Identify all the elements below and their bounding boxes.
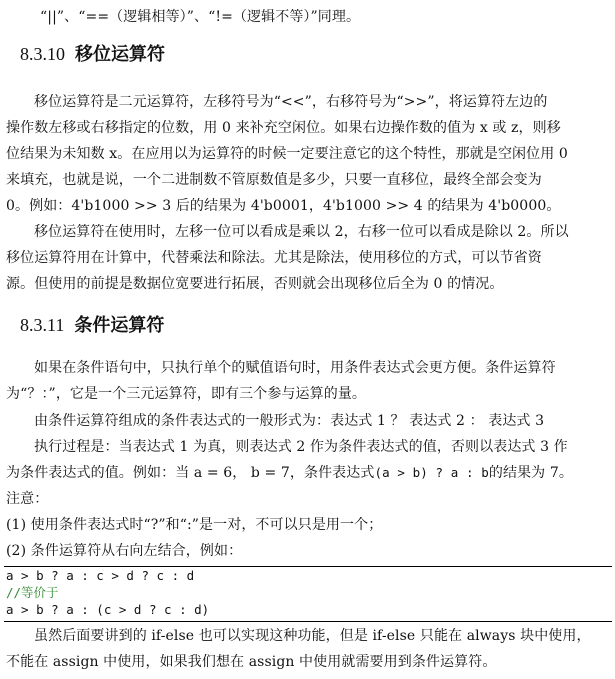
section-number: 8.3.11 bbox=[20, 315, 65, 335]
paragraph-line: “||”、“==（逻辑相等）”、“!=（逻辑不等）”同理。 bbox=[40, 9, 361, 25]
code-line: a > b ? a : c > d ? c : d bbox=[6, 568, 195, 583]
section-title: 移位运算符 bbox=[75, 44, 165, 65]
paragraph-line: 移位运算符用在计算中，代替乘法和除法。尤其是除法，使用移位的方式，可以节省资 bbox=[6, 250, 542, 266]
paragraph-text: 为条件表达式的值。例如：当 a = 6， b = 7，条件表达式 bbox=[6, 465, 375, 481]
code-comment: //等价于 bbox=[6, 585, 59, 600]
note-item-1: (1) 使用条件表达式时“?”和“:”是一对，不可以只是用一个； bbox=[6, 517, 383, 533]
paragraph-text: 的结果为 7。 bbox=[488, 465, 573, 481]
paragraph-line: 由条件运算符组成的条件表达式的一般形式为：表达式 1 ？ 表达式 2 ： 表达式 3 bbox=[34, 413, 545, 429]
paragraph-line: 如果在条件语句中，只执行单个的赋值语句时，用条件表达式会更方便。条件运算符 bbox=[34, 360, 556, 376]
note-label: 注意： bbox=[6, 491, 49, 507]
note-item-2: (2) 条件运算符从右向左结合，例如： bbox=[6, 543, 243, 559]
paragraph-line: 为“？：”，它是一个三元运算符，即有三个参与运算的量。 bbox=[6, 386, 367, 402]
paragraph-line: 执行过程是：当表达式 1 为真，则表达式 2 作为条件表达式的值，否则以表达式 3 作 bbox=[34, 439, 568, 455]
paragraph-line: 不能在 assign 中使用，如果我们想在 assign 中使用就需要用到条件运算符。 bbox=[6, 654, 497, 670]
paragraph-line: 源。但使用的前提是数据位宽要进行拓展，否则就会出现移位后全为 0 的情况。 bbox=[6, 276, 504, 292]
paragraph-line: 0。例如：4'b1000 >> 3 后的结果为 4'b0001，4'b1000 >> 4 的结果为 4'b0000。 bbox=[6, 198, 561, 214]
section-heading-conditional-operator bbox=[20, 313, 164, 338]
paragraph-line bbox=[6, 463, 610, 483]
paragraph-line: 移位运算符是二元运算符，左移符号为“<<”，右移符号为“>>”，将运算符左边的 bbox=[34, 94, 548, 110]
paragraph-line: 操作数左移或右移指定的位数，用 0 来补充空闲位。如果右边操作数的值为 x 或 z，则移 bbox=[6, 120, 561, 136]
inline-code: (a > b) ? a : b bbox=[374, 465, 489, 480]
section-number: 8.3.10 bbox=[20, 44, 65, 64]
code-line: a > b ? a : (c > d ? c : d) bbox=[6, 602, 210, 617]
section-heading-shift-operators bbox=[20, 42, 165, 67]
paragraph-line: 位结果为未知数 x。在应用以为运算符的时候一定要注意它的这个特性，那就是空闲位用 0 bbox=[6, 146, 568, 162]
section-title: 条件运算符 bbox=[74, 315, 165, 336]
paragraph-line: 移位运算符在使用时，左移一位可以看成是乘以 2，右移一位可以看成是除以 2。所以 bbox=[34, 224, 569, 240]
paragraph-line: 来填充，也就是说，一个二进制数不管原数值是多少，只要一直移位，最终全部会变为 bbox=[6, 172, 542, 188]
paragraph-line: 虽然后面要讲到的 if-else 也可以实现这种功能，但是 if-else 只能在 always 块中使用， bbox=[34, 628, 591, 644]
code-block bbox=[4, 566, 612, 622]
